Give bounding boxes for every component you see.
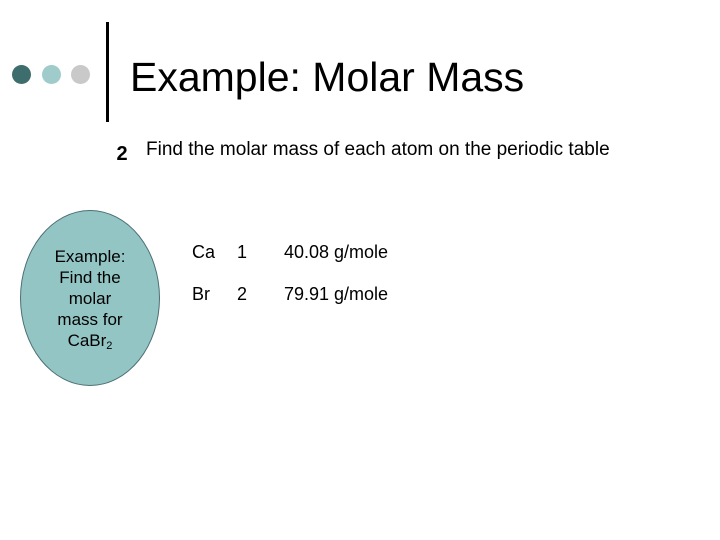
example-oval (20, 210, 160, 386)
atom-count: 1 (237, 242, 248, 262)
light-teal-dot (42, 65, 61, 84)
example-text (55, 246, 126, 357)
atom-count: 2 (237, 284, 248, 304)
molar-mass-value: 40.08 g/mole (284, 242, 389, 262)
example-line-1: Example: (54, 246, 126, 266)
compound-formula: CaBr (67, 330, 107, 350)
compound-subscript: 2 (106, 339, 113, 352)
element-symbol: Ca (192, 242, 216, 262)
decorative-dots (12, 65, 96, 85)
step-instruction: Find the molar mass of each atom on the periodic table (146, 139, 610, 160)
element-symbol: Br (192, 284, 210, 304)
example-line-4: mass for (57, 309, 123, 329)
example-line-2: Find the (59, 267, 121, 287)
title-divider-line (106, 22, 109, 122)
example-compound (55, 330, 126, 357)
molar-mass-value: 79.91 g/mole (284, 284, 389, 304)
step-number: 2 (116, 143, 128, 165)
dark-teal-dot (12, 65, 31, 84)
slide-title: Example: Molar Mass (130, 54, 525, 100)
example-line-3: molar (68, 288, 112, 308)
gray-dot (71, 65, 90, 84)
